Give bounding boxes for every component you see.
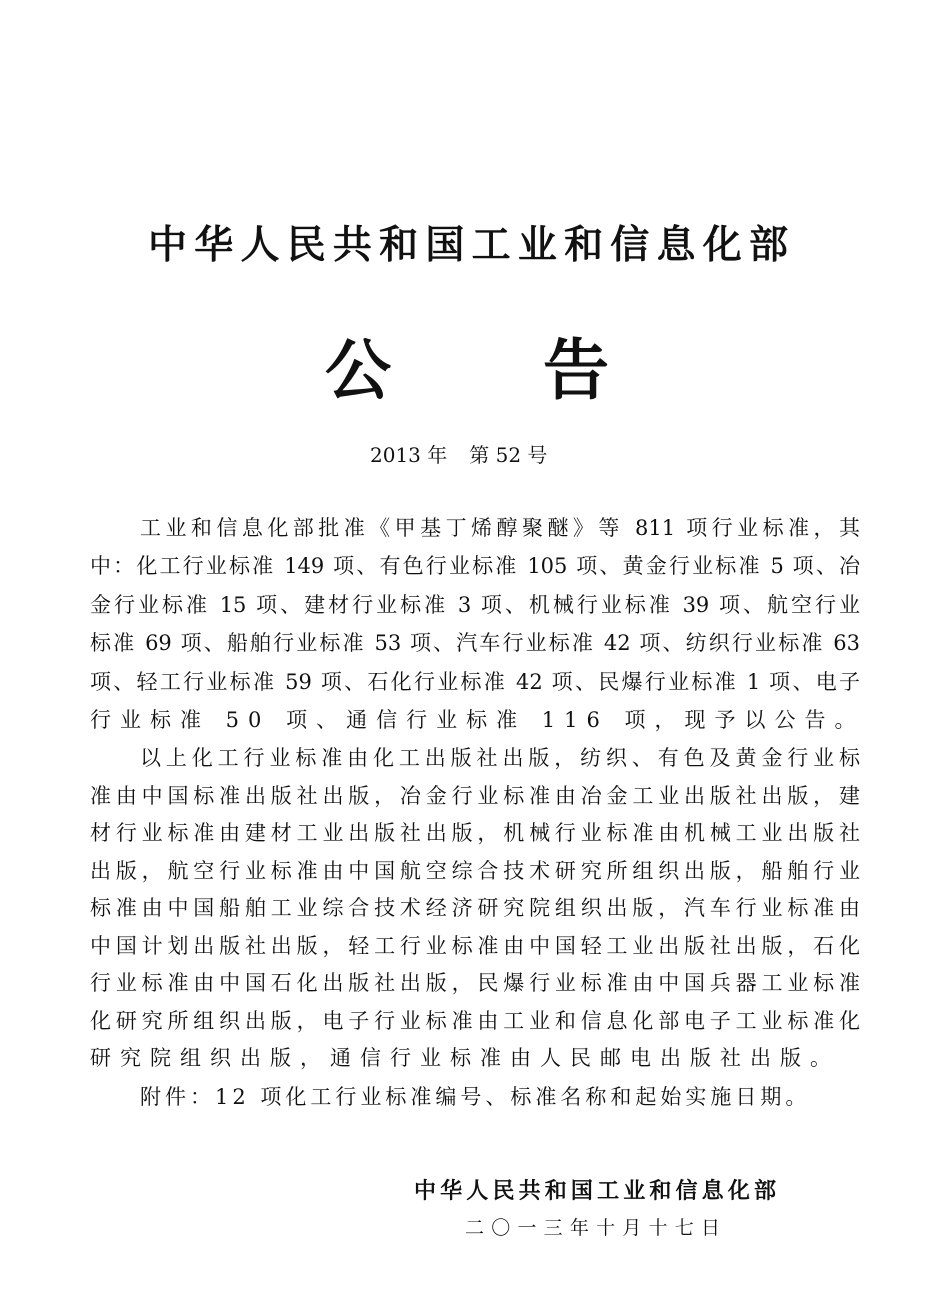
paragraph-2-line: 化研究所组织出版，电子行业标准由工业和信息化部电子工业标准化 xyxy=(90,1009,860,1033)
paragraph-2-line: 研究院组织出版，通信行业标准由人民邮电出版社出版。 xyxy=(90,1046,840,1070)
paragraph-2-line: 行业标准由中国石化出版社出版，民爆行业标准由中国兵器工业标准 xyxy=(90,971,860,995)
paragraph-2-line: 准由中国标准出版社出版，冶金行业标准由冶金工业出版社出版，建 xyxy=(90,784,860,808)
paragraph-2-line: 出版，航空行业标准由中国航空综合技术研究所组织出版，船舶行业 xyxy=(90,859,860,883)
paragraph-1-line: 中：化工行业标准 149 项、有色行业标准 105 项、黄金行业标准 5 项、冶 xyxy=(90,554,860,578)
paragraph-2-line: 标准由中国船舶工业综合技术经济研究院组织出版，汽车行业标准由 xyxy=(90,896,860,920)
issuer-title: 中华人民共和国工业和信息化部 xyxy=(148,222,788,268)
paragraph-1-line: 工业和信息化部批准《甲基丁烯醇聚醚》等 811 项行业标准，其 xyxy=(140,516,860,540)
paragraph-1-line: 项、轻工行业标准 59 项、石化行业标准 42 项、民爆行业标准 1 项、电子 xyxy=(90,670,860,694)
issue-year: 2013 年 xyxy=(370,443,448,467)
issue-no: 第 52 号 xyxy=(469,443,548,467)
attachment-note: 附件：12 项化工行业标准编号、标准名称和起始实施日期。 xyxy=(140,1085,811,1109)
doc-type-char-2: 告 xyxy=(543,331,609,409)
doc-type-char-1: 公 xyxy=(325,331,391,409)
paragraph-2-line: 以上化工行业标准由化工出版社出版，纺织、有色及黄金行业标 xyxy=(140,746,860,770)
paragraph-1-line: 金行业标准 15 项、建材行业标准 3 项、机械行业标准 39 项、航空行业 xyxy=(90,593,860,617)
signature: 中华人民共和国工业和信息化部 xyxy=(414,1178,776,1204)
issue-number xyxy=(370,441,569,469)
paragraph-1-line: 行业标准 50 项、通信行业标准 116 项，现予以公告。 xyxy=(90,708,865,732)
paragraph-2-line: 材行业标准由建材工业出版社出版，机械行业标准由机械工业出版社 xyxy=(90,821,860,845)
paragraph-2-line: 中国计划出版社出版，轻工行业标准由中国轻工业出版社出版，石化 xyxy=(90,934,860,958)
date: 二〇一三年十月十七日 xyxy=(465,1217,720,1239)
paragraph-1-line: 标准 69 项、船舶行业标准 53 项、汽车行业标准 42 项、纺织行业标准 63 xyxy=(90,631,860,655)
